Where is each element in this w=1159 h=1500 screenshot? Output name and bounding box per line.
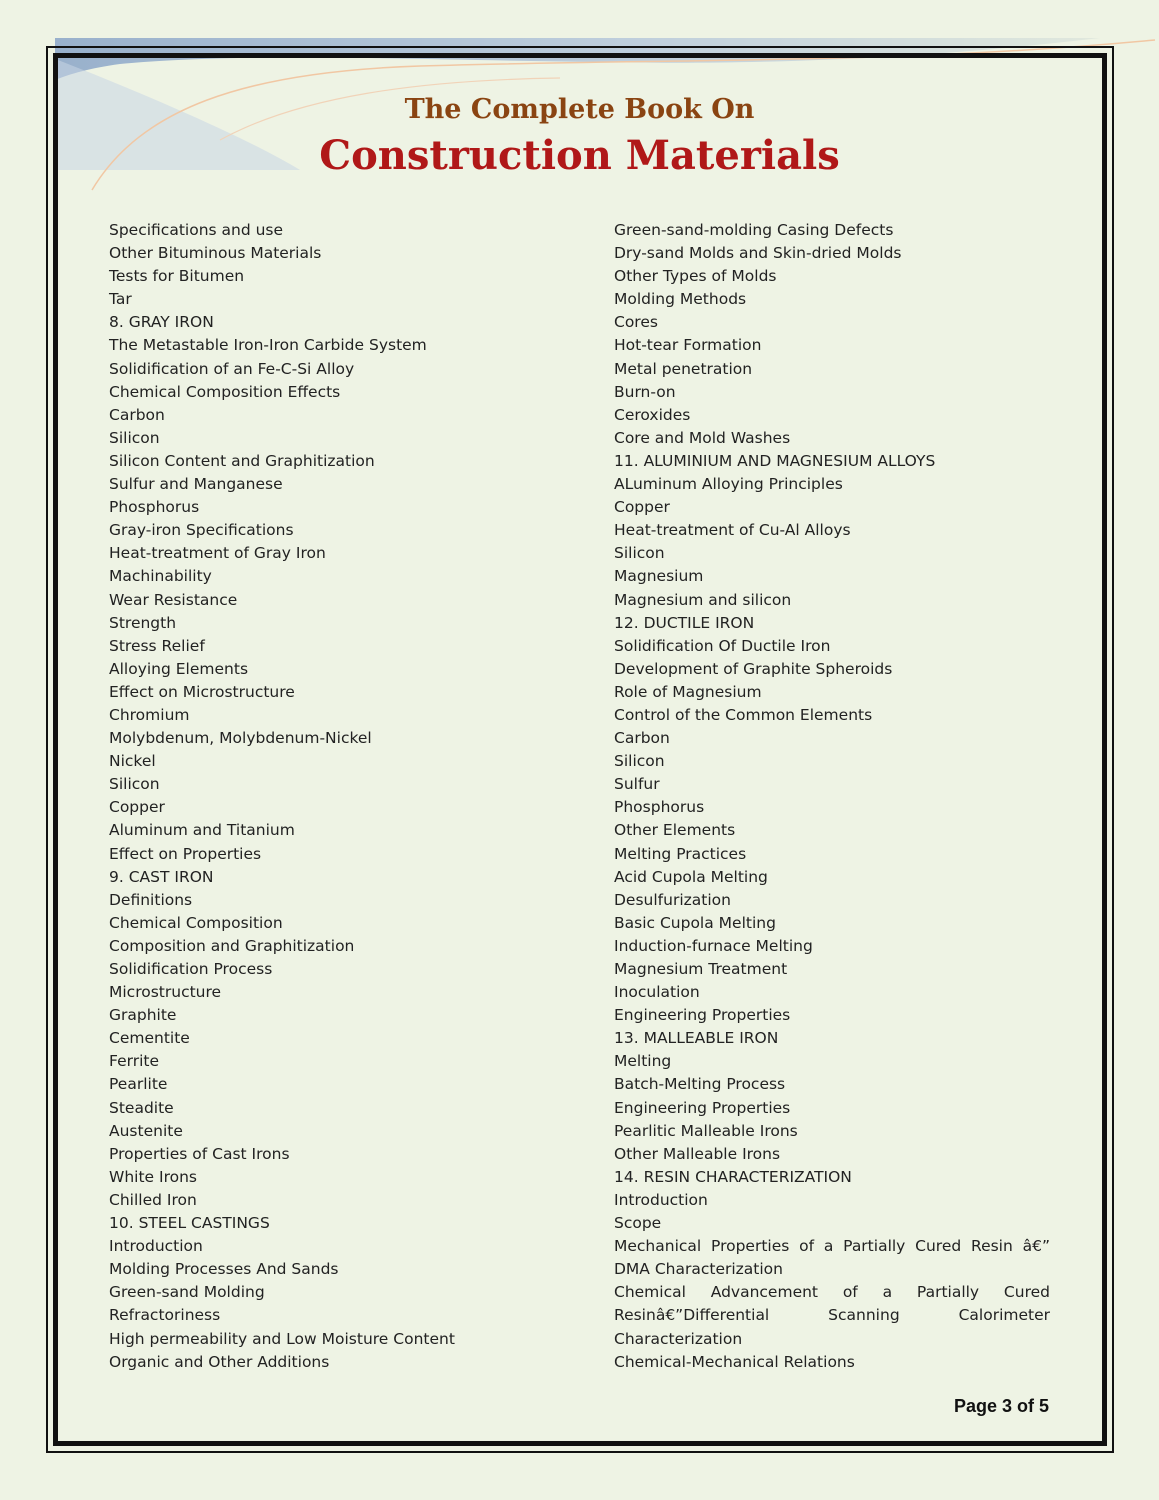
toc-entry: Heat-treatment of Cu-Al Alloys	[614, 521, 851, 540]
toc-entry: Control of the Common Elements	[614, 705, 873, 724]
toc-entry: Magnesium Treatment	[614, 960, 788, 978]
toc-entry: Batch-Melting Process	[614, 1075, 786, 1094]
toc-entry: Melting	[614, 1052, 672, 1071]
toc-entry: Pearlitic Malleable Irons	[614, 1121, 798, 1140]
toc-entry: Chemical Composition	[109, 913, 283, 932]
toc-entry: Silicon	[614, 544, 665, 563]
toc-entry: Composition and Graphitization	[109, 936, 355, 955]
toc-entry: Strength	[109, 613, 177, 632]
toc-entry: Steadite	[109, 1098, 174, 1117]
toc-entry: Induction-furnace Melting	[614, 936, 813, 955]
toc-entry: Dry-sand Molds and Skin-dried Molds	[614, 244, 902, 263]
book-title-prefix: The Complete Book On	[404, 94, 755, 125]
toc-entry: Green-sand-molding Casing Defects	[614, 221, 894, 239]
toc-entry: Inoculation	[614, 983, 700, 1002]
toc-entry: Ceroxides	[614, 405, 691, 424]
toc-entry: Chemical Advancement of a Partially Cured	[614, 1283, 1050, 1302]
toc-entry: ALuminum Alloying Principles	[614, 475, 843, 494]
toc-entry: Refractoriness	[109, 1306, 221, 1325]
toc-entry: Carbon	[614, 729, 670, 748]
toc-entry: Ferrite	[109, 1052, 159, 1071]
toc-entry: Metal penetration	[614, 359, 753, 378]
toc-entry: Specifications and use	[109, 221, 284, 239]
toc-entry: Effect on Microstructure	[109, 682, 295, 701]
toc-entry: Role of Magnesium	[614, 682, 762, 701]
toc-entry: 13. MALLEABLE IRON	[614, 1029, 779, 1048]
toc-entry: Molding Processes And Sands	[109, 1260, 339, 1279]
toc-entry: Definitions	[109, 890, 193, 909]
toc-entry: Heat-treatment of Gray Iron	[109, 544, 326, 563]
toc-entry: Hot-tear Formation	[614, 336, 762, 355]
toc-entry: Austenite	[109, 1121, 183, 1140]
toc-left-column	[109, 219, 549, 1374]
toc-right-column	[614, 219, 1050, 1374]
toc-entry: Silicon Content and Graphitization	[109, 451, 375, 470]
toc-entry: Introduction	[109, 1237, 203, 1256]
toc-entry: Pearlite	[109, 1075, 168, 1094]
toc-entry: Other Bituminous Materials	[109, 244, 322, 263]
toc-entry: Solidification Of Ductile Iron	[614, 636, 831, 655]
toc-entry: Cementite	[109, 1029, 190, 1048]
toc-entry: Phosphorus	[614, 798, 705, 817]
toc-entry: 12. DUCTILE IRON	[614, 613, 755, 632]
page-number: Page 3 of 5	[953, 1396, 1049, 1416]
toc-entry: Green-sand Molding	[109, 1283, 265, 1302]
toc-entry: Tar	[109, 290, 132, 309]
toc-entry: Properties of Cast Irons	[109, 1144, 290, 1163]
toc-entry: Magnesium and silicon	[614, 590, 792, 609]
toc-entry: White Irons	[109, 1167, 197, 1186]
toc-entry: Melting Practices	[614, 844, 747, 863]
toc-entry: Chemical Composition Effects	[109, 382, 341, 401]
toc-entry: Alloying Elements	[109, 659, 249, 678]
toc-entry: Tests for Bitumen	[109, 267, 245, 286]
toc-entry: Gray-iron Specifications	[109, 521, 294, 540]
toc-entry: Aluminum and Titanium	[109, 821, 295, 840]
toc-entry: Organic and Other Additions	[109, 1352, 330, 1371]
toc-entry: Phosphorus	[109, 498, 200, 517]
toc-entry: Magnesium	[614, 567, 704, 586]
toc-entry: Chemical-Mechanical Relations	[614, 1352, 855, 1371]
toc-entry: Silicon	[109, 775, 160, 794]
toc-entry: Machinability	[109, 567, 212, 586]
toc-entry: 9. CAST IRON	[109, 867, 214, 886]
book-title: Construction Materials	[319, 132, 840, 179]
toc-entry: Stress Relief	[109, 636, 205, 655]
toc-entry: Silicon	[109, 428, 160, 447]
toc-entry: Scope	[614, 1214, 662, 1233]
toc-entry: Nickel	[109, 752, 156, 771]
toc-entry: Introduction	[614, 1190, 708, 1209]
toc-entry: Chromium	[109, 705, 190, 724]
toc-entry: 11. ALUMINIUM AND MAGNESIUM ALLOYS	[614, 451, 936, 470]
toc-entry: Other Types of Molds	[614, 267, 777, 286]
toc-entry: Other Malleable Irons	[614, 1144, 781, 1163]
toc-entry: Engineering Properties	[614, 1006, 791, 1025]
toc-entry: Molybdenum, Molybdenum-Nickel	[109, 729, 372, 748]
toc-entry: Core and Mold Washes	[614, 428, 791, 447]
toc-entry: Resinâ€”Differential Scanning Calorimeter	[614, 1306, 1050, 1325]
toc-entry: Chilled Iron	[109, 1190, 197, 1209]
toc-entry: Microstructure	[109, 983, 222, 1002]
toc-entry: Acid Cupola Melting	[614, 867, 768, 886]
toc-entry: 14. RESIN CHARACTERIZATION	[614, 1167, 852, 1186]
toc-entry: 10. STEEL CASTINGS	[109, 1214, 270, 1233]
toc-entry: Wear Resistance	[109, 590, 238, 609]
toc-entry: Copper	[109, 798, 165, 817]
toc-entry: Cores	[614, 313, 658, 332]
toc-entry: Other Elements	[614, 821, 736, 840]
toc-entry: Sulfur	[614, 775, 660, 794]
toc-entry: The Metastable Iron-Iron Carbide System	[109, 336, 427, 355]
toc-entry: 8. GRAY IRON	[109, 313, 214, 332]
toc-entry: Graphite	[109, 1006, 177, 1025]
toc-entry: Solidification Process	[109, 960, 273, 978]
toc-entry: High permeability and Low Moisture Content	[109, 1329, 455, 1348]
toc-entry: Mechanical Properties of a Partially Cured Resin â€”	[614, 1237, 1050, 1256]
toc-entry: Carbon	[109, 405, 165, 424]
toc-entry: Effect on Properties	[109, 844, 262, 863]
toc-entry: Burn-on	[614, 382, 676, 401]
toc-entry: Molding Methods	[614, 290, 747, 309]
toc-entry: DMA Characterization	[614, 1260, 783, 1279]
toc-entry: Desulfurization	[614, 890, 731, 909]
toc-entry: Sulfur and Manganese	[109, 475, 283, 494]
toc-entry: Basic Cupola Melting	[614, 913, 776, 932]
toc-entry: Copper	[614, 498, 670, 517]
toc-entry: Development of Graphite Spheroids	[614, 659, 893, 678]
toc-entry: Solidification of an Fe-C-Si Alloy	[109, 359, 355, 378]
toc-entry: Characterization	[614, 1329, 743, 1348]
toc-entry: Engineering Properties	[614, 1098, 791, 1117]
toc-entry: Silicon	[614, 752, 665, 771]
